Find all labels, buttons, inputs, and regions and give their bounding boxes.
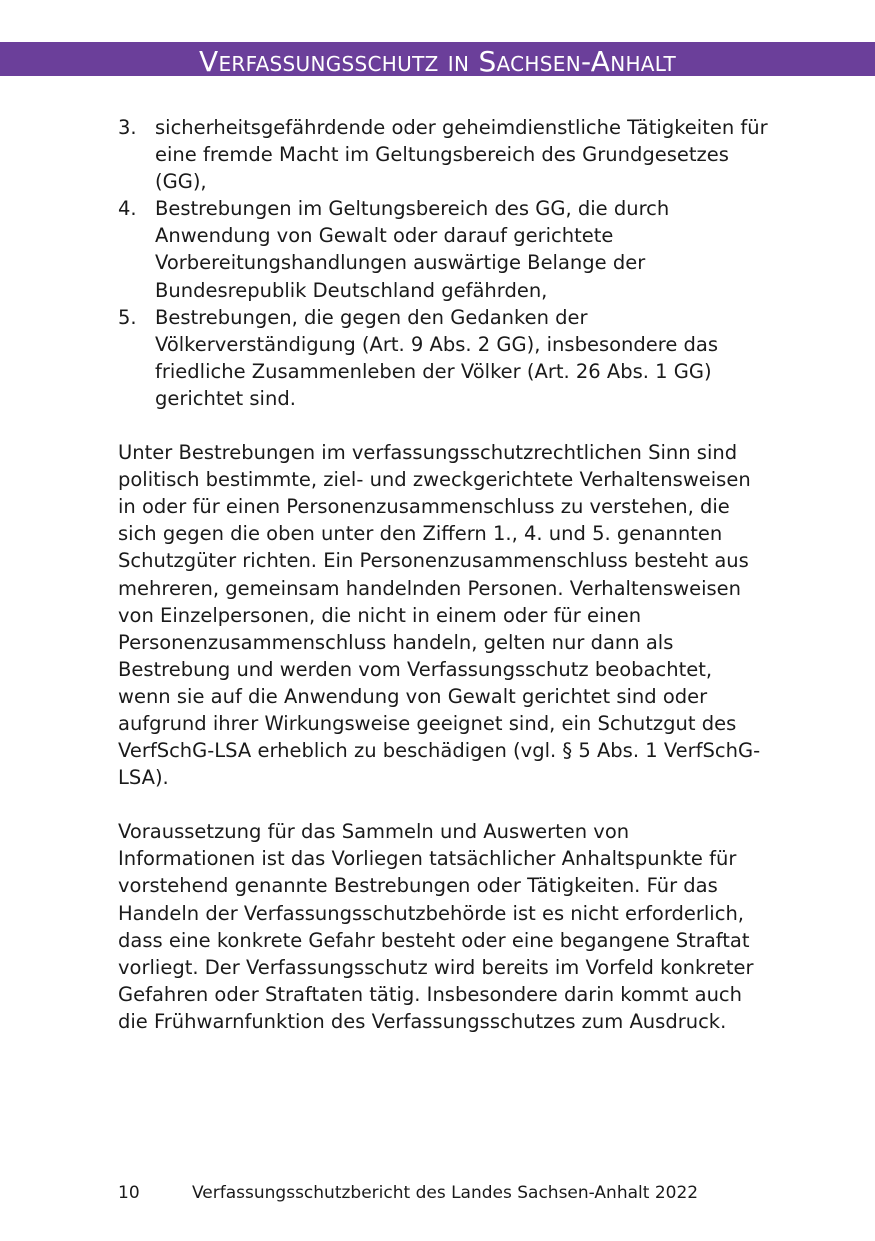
page-header-title: Verfassungsschutz in Sachsen-Anhalt — [199, 45, 676, 78]
list-item-text: Bestrebungen im Geltungsbereich des GG, die durch Anwendung von Gewalt oder darauf gerichtete Vorbereitungshandlungen auswärtige Belange der Bundesrepublik Deutschland gefährden, — [155, 197, 670, 302]
page-content — [118, 114, 768, 1035]
list-item-text: sicherheitsgefährdende oder geheimdienstliche Tätigkeiten für eine fremde Macht im Geltungsbereich des Grundgesetzes (GG), — [155, 116, 768, 194]
paragraph-voraussetzung: Voraussetzung für das Sammeln und Auswerten von Informationen ist das Vorliegen tatsächlicher Anhaltspunkte für vorstehend genannte Bestrebungen oder Tätigkeiten. Für das Handeln der Verfassungsschutzbehörde ist es nicht erforderlich, dass eine konkrete Gefahr besteht oder eine begangene Straftat vorliegt. Der Verfassungsschutz wird bereits im Vorfeld konkreter Gefahren oder Straftaten tätig. Insbesondere darin kommt auch die Frühwarnfunktion des Verfassungsschutzes zum Ausdruck. — [118, 820, 754, 1033]
list-item-number: 5. — [118, 305, 137, 329]
footer-publication-title: Verfassungsschutzbericht des Landes Sachsen-Anhalt 2022 — [192, 1183, 699, 1203]
list-item-5 — [118, 304, 768, 412]
list-item-number: 4. — [118, 197, 137, 221]
page-footer — [118, 1181, 698, 1205]
paragraph-bestrebungen: Unter Bestrebungen im verfassungsschutzrechtlichen Sinn sind politisch bestimmte, ziel- und zweckgerichtete Verhaltensweisen in oder für einen Personenzusammenschluss zu verstehen, die sich gegen die oben unter den Ziffern 1., 4. und 5. genannten Schutzgüter richten. Ein Personenzusammenschluss besteht aus mehreren, gemeinsam handelnden Personen. Verhaltensweisen von Einzelpersonen, die nicht in einem oder für einen Personenzusammenschluss handeln, gelten nur dann als Bestrebung und werden vom Verfassungsschutz beobachtet, wenn sie auf die Anwendung von Gewalt gerichtet sind oder aufgrund ihrer Wirkungsweise geeignet sind, ein Schutzgut des VerfSchG-LSA erheblich zu beschädigen (vgl. § 5 Abs. 1 VerfSchG-LSA). — [118, 441, 761, 790]
numbered-list — [118, 114, 768, 412]
list-item-3 — [118, 114, 768, 195]
list-item-number: 3. — [118, 116, 137, 139]
list-item-4 — [118, 195, 768, 303]
footer-page-number: 10 — [118, 1183, 140, 1203]
header-band — [0, 42, 875, 76]
list-item-text: Bestrebungen, die gegen den Gedanken der Völkerverständigung (Art. 9 Abs. 2 GG), insbesondere das friedliche Zusammenleben der Völker (Art. 26 Abs. 1 GG) gerichtet sind. — [155, 305, 719, 410]
